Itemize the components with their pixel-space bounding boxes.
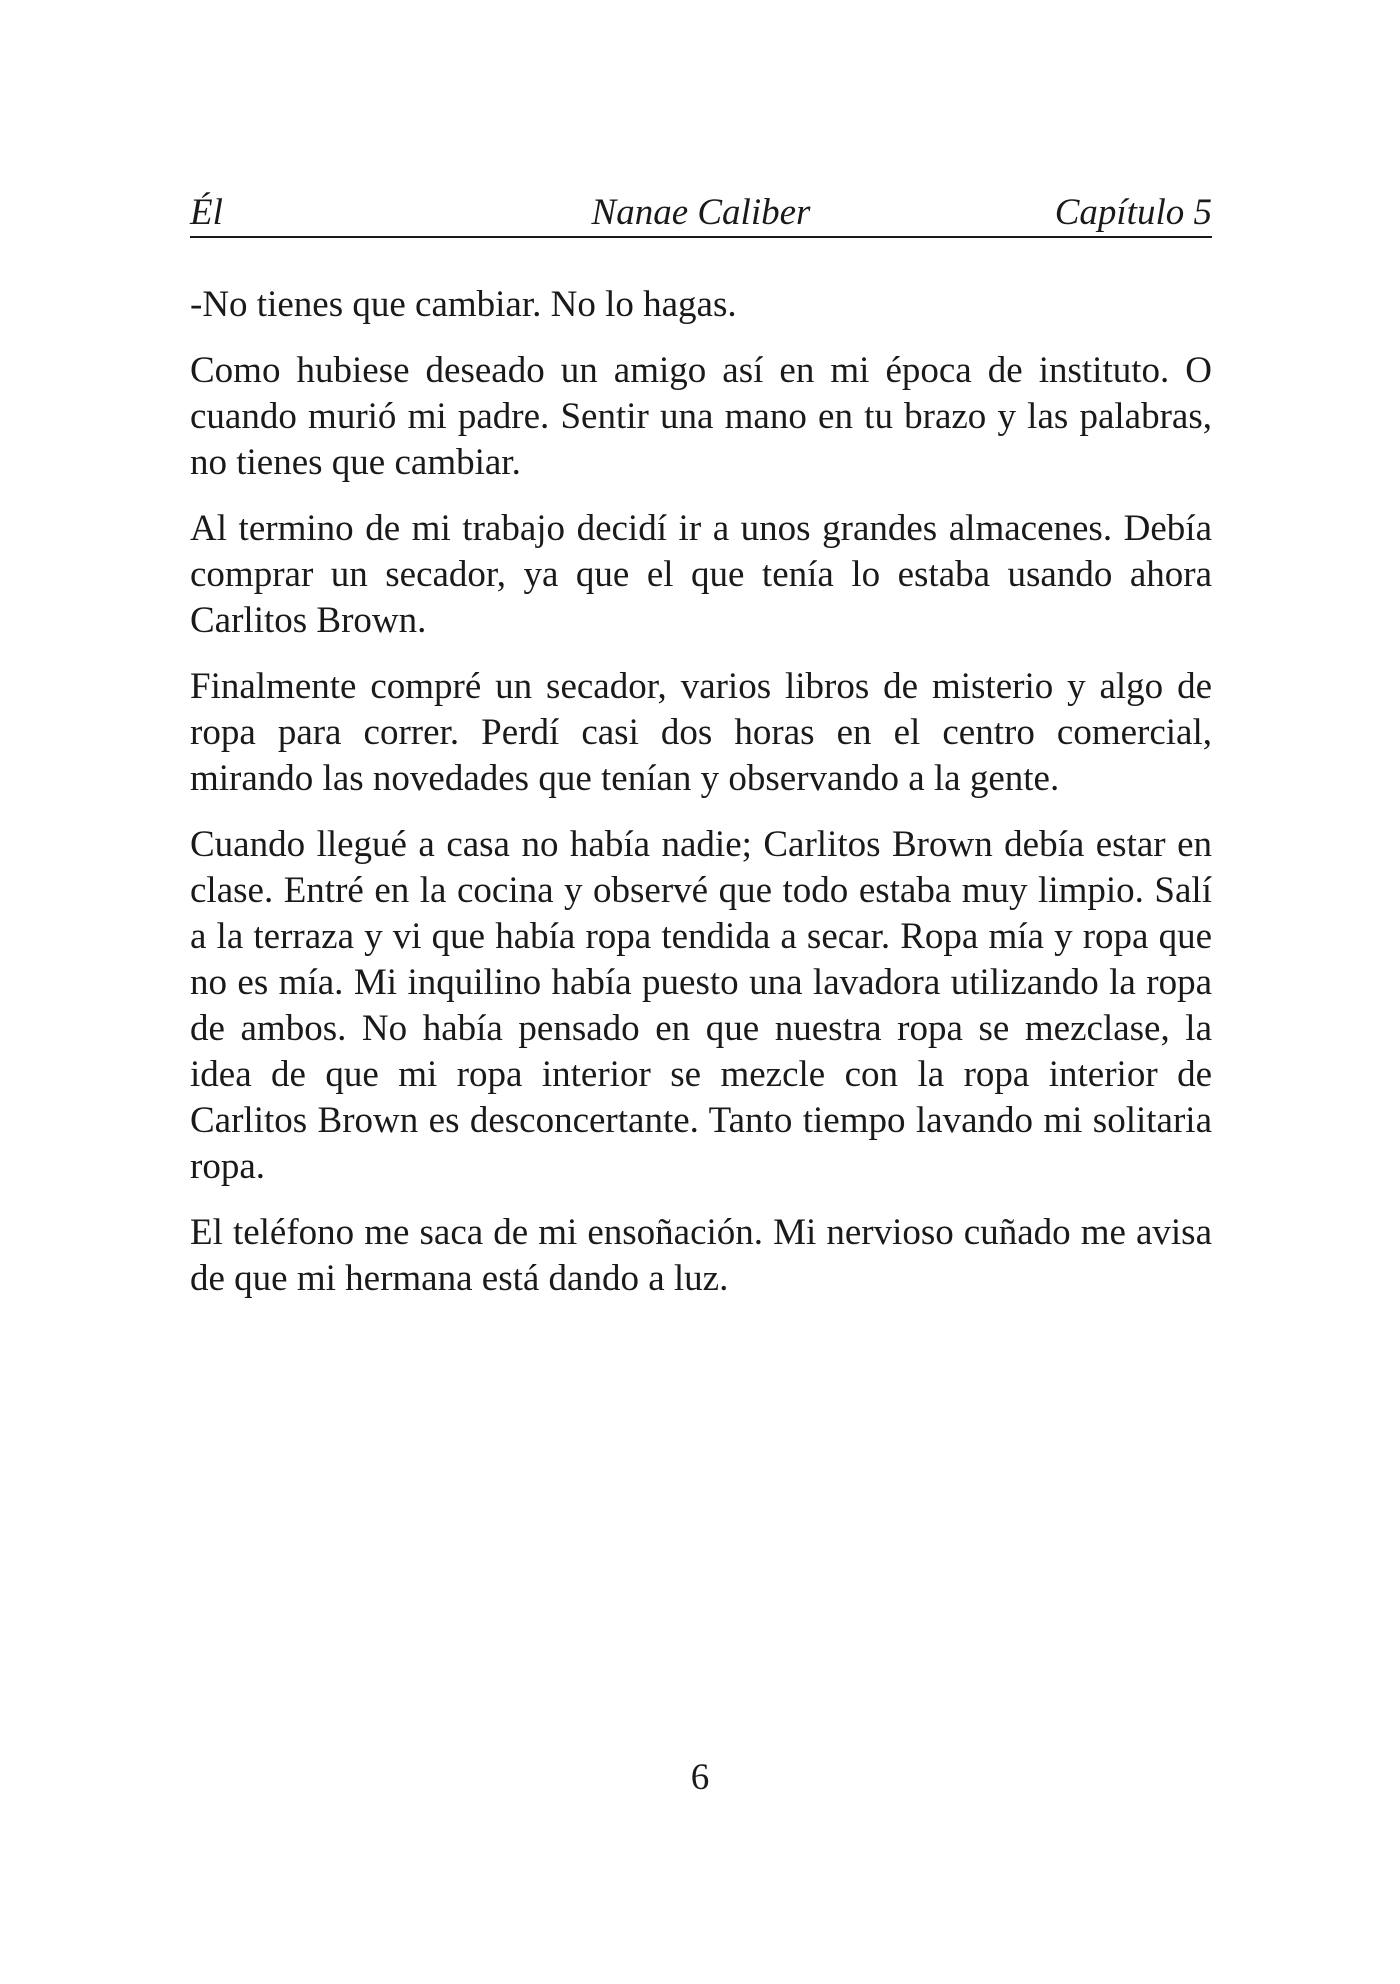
body-text: [190, 282, 1212, 1322]
header-title: Él: [190, 192, 223, 233]
paragraph: Cuando llegué a casa no había nadie; Carlitos Brown debía estar en clase. Entré en la cocina y observé que todo estaba muy limpio. Salí a la terraza y vi que había ropa tendida a secar. Ropa mía y ropa que no es mía. Mi inquilino había puesto una lavadora utilizando la ropa de ambos. No había pensado en que nuestra ropa se mezclase, la idea de que mi ropa interior se mezcle con la ropa interior de Carlitos Brown es desconcertante. Tanto tiempo lavando mi solitaria ropa.: [190, 824, 1212, 1187]
paragraph: -No tienes que cambiar. No lo hagas.: [190, 284, 737, 325]
paragraph: Como hubiese deseado un amigo así en mi época de instituto. O cuando murió mi padre. Sentir una mano en tu brazo y las palabras, no tienes que cambiar.: [190, 350, 1212, 483]
paragraph: Al termino de mi trabajo decidí ir a unos grandes almacenes. Debía comprar un secador, ya que el que tenía lo estaba usando ahora Carlitos Brown.: [190, 508, 1212, 641]
running-header: [190, 190, 1212, 238]
page-number: 6: [690, 1757, 710, 1798]
header-author: Nanae Caliber: [591, 192, 811, 233]
header-chapter: Capítulo 5: [1054, 192, 1212, 233]
paragraph: Finalmente compré un secador, varios libros de misterio y algo de ropa para correr. Perdí casi dos horas en el centro comercial, mirando las novedades que tenían y observando a la gente.: [190, 666, 1212, 799]
paragraph: El teléfono me saca de mi ensoñación. Mi nervioso cuñado me avisa de que mi hermana está dando a luz.: [190, 1212, 1212, 1299]
